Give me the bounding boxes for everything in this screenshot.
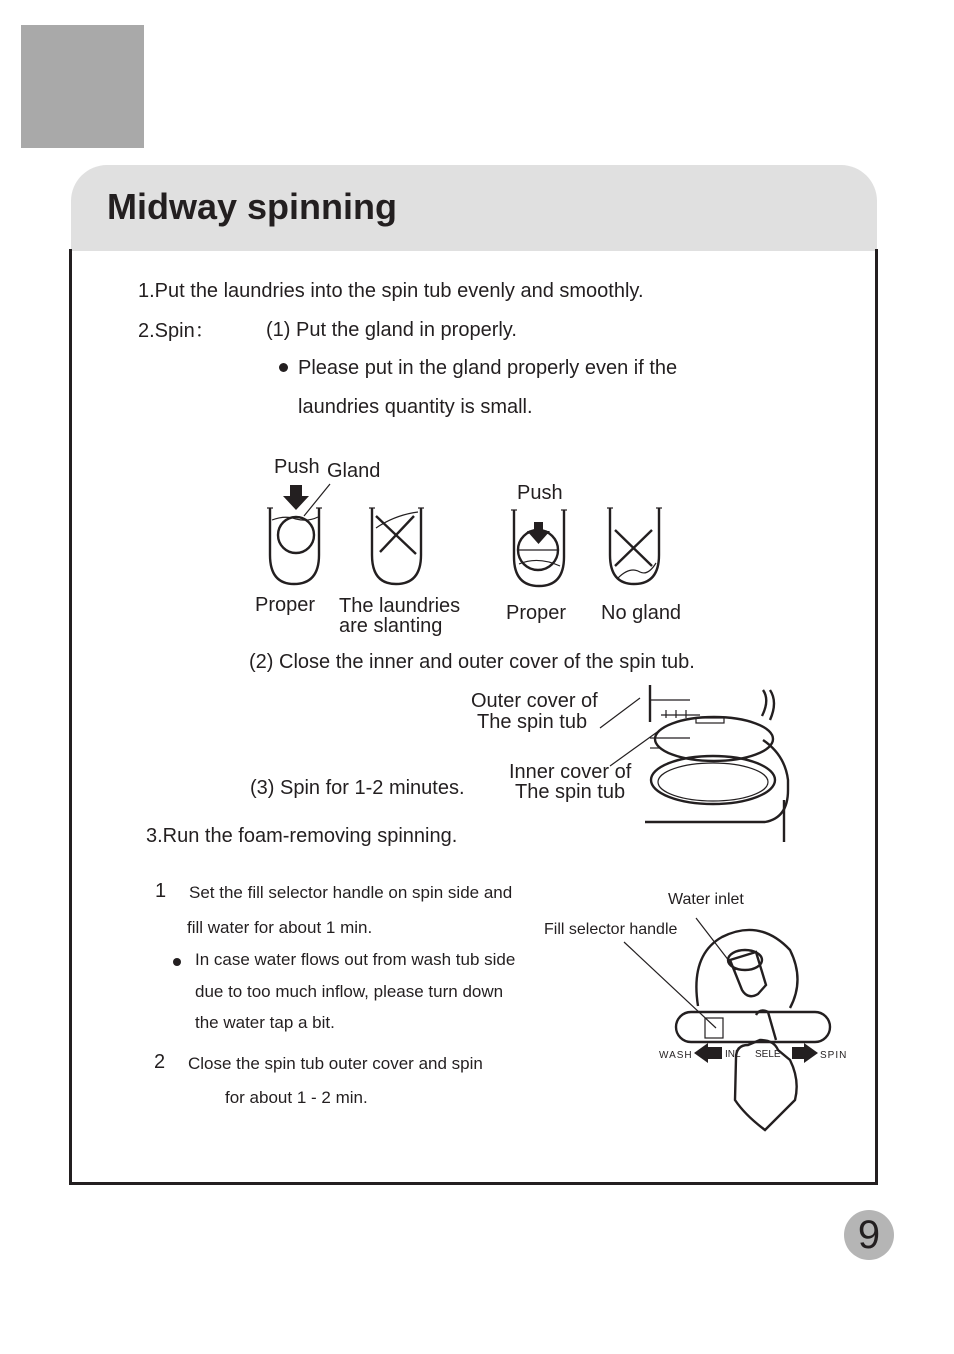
step-1-text: 1.Put the laundries into the spin tub evenly and smoothly. — [138, 280, 644, 302]
label-inner-cover-line-2: The spin tub — [515, 781, 626, 803]
step-2-label: 2.Spin： — [138, 320, 215, 342]
substep-2-text: (2) Close the inner and outer cover of the spin tub. — [249, 651, 695, 673]
foam-note-line-2: due to too much inflow, please turn down — [195, 982, 504, 1001]
substep-3-text: (3) Spin for 1-2 minutes. — [250, 777, 465, 799]
foam-note-line-1: In case water flows out from wash tub side — [195, 950, 516, 969]
label-wash: WASH — [659, 1050, 693, 1061]
step-3-text: 3.Run the foam-removing spinning. — [146, 825, 458, 847]
label-push-right: Push — [517, 482, 563, 504]
foam-step-1-line-1: Set the fill selector handle on spin side and — [189, 883, 513, 902]
foam-note-line-3: the water tap a bit. — [195, 1013, 335, 1032]
page-title: Midway spinning — [107, 186, 398, 227]
note-line-2: laundries quantity is small. — [298, 396, 533, 418]
label-inlet: INL — [725, 1049, 741, 1060]
foam-step-number-1: 1 — [155, 880, 167, 902]
label-select: SELE — [755, 1049, 781, 1060]
caption-proper-2: Proper — [506, 602, 567, 624]
bullet-dot — [279, 363, 288, 372]
note-line-1: Please put in the gland properly even if the — [298, 357, 678, 379]
caption-proper-1: Proper — [255, 594, 316, 616]
label-spin: SPIN — [820, 1050, 848, 1061]
content-frame — [69, 249, 878, 1185]
foam-step-2-line-2: for about 1 - 2 min. — [225, 1088, 368, 1107]
label-gland: Gland — [327, 460, 381, 482]
caption-slanting-line-2: are slanting — [339, 615, 443, 637]
label-water-inlet: Water inlet — [668, 891, 744, 908]
caption-no-gland: No gland — [601, 602, 682, 624]
page-number: 9 — [844, 1210, 894, 1260]
label-inner-cover-line-1: Inner cover of — [509, 761, 632, 783]
corner-tab-block — [21, 25, 144, 148]
label-outer-cover-line-2: The spin tub — [477, 711, 588, 733]
foam-step-2-line-1: Close the spin tub outer cover and spin — [188, 1054, 483, 1073]
label-push-left: Push — [274, 456, 320, 478]
foam-step-number-2: 2 — [154, 1051, 166, 1073]
foam-bullet-dot — [173, 958, 181, 966]
substep-1-text: (1) Put the gland in properly. — [266, 319, 517, 341]
label-fill-selector-handle: Fill selector handle — [544, 921, 678, 938]
caption-slanting-line-1: The laundries — [339, 595, 461, 617]
foam-step-1-line-2: fill water for about 1 min. — [187, 918, 373, 937]
label-outer-cover-line-1: Outer cover of — [471, 690, 598, 712]
